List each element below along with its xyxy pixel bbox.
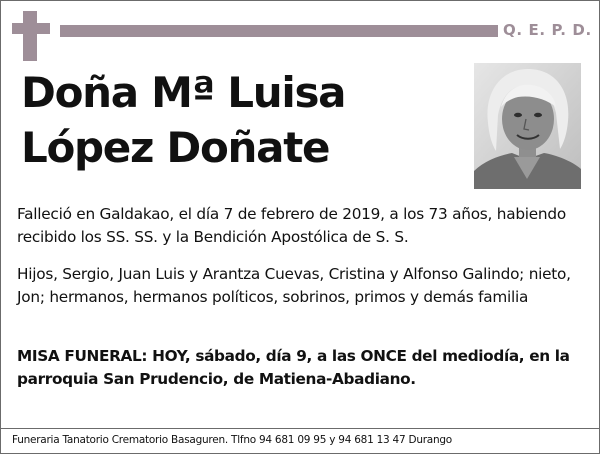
family-list-text: Hijos, Sergio, Juan Luis y Arantza Cuevas, Cristina y Alfonso Galindo; nieto, Jon; hermanos, hermanos políticos, sobrinos, primos y demás familia bbox=[17, 265, 571, 306]
funeral-home-info: Funeraria Tanatorio Crematorio Basaguren. Tlfno 94 681 09 95 y 94 681 13 47 Durango bbox=[12, 434, 452, 446]
portrait-illustration bbox=[474, 63, 581, 189]
funeral-mass-text: MISA FUNERAL: HOY, sábado, día 9, a las ONCE del mediodía, en la parroquia San Prudencio, de Matiena-Abadiano. bbox=[17, 347, 570, 388]
qepd-label: Q. E. P. D. bbox=[503, 21, 592, 39]
death-notice-text: Falleció en Galdakao, el día 7 de febrero de 2019, a los 73 años, habiendo recibido los SS. SS. y la Bendición Apostólica de S. S. bbox=[17, 205, 566, 246]
header-rule bbox=[60, 25, 498, 37]
footer-divider bbox=[1, 428, 599, 429]
deceased-name-line1: Doña Mª Luisa bbox=[21, 68, 346, 117]
cross-vertical-bar bbox=[23, 11, 37, 61]
cross-horizontal-bar bbox=[12, 23, 50, 34]
portrait-photo bbox=[474, 63, 581, 189]
deceased-name bbox=[21, 65, 461, 175]
deceased-name-line2: López Doñate bbox=[21, 123, 330, 172]
